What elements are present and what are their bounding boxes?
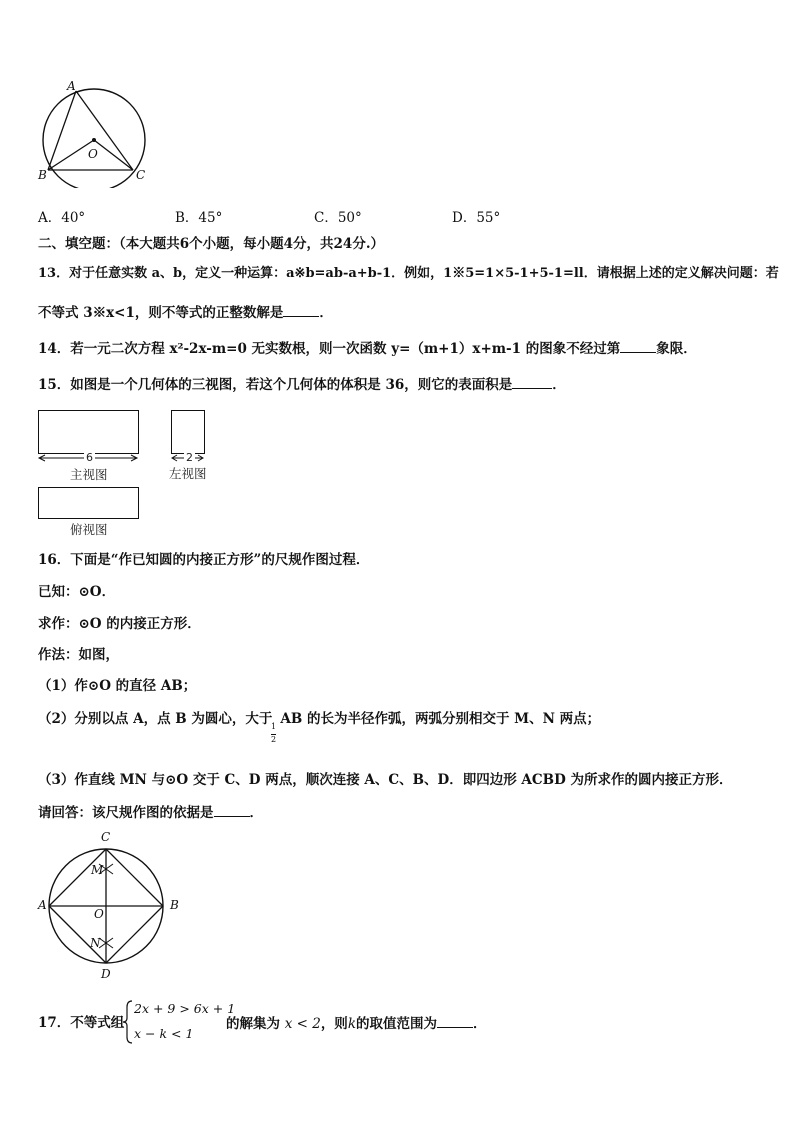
q16-intro: 16．下面是“作已知圆的内接正方形”的尺规作图过程．: [38, 552, 370, 568]
side-bd: [106, 906, 163, 963]
fig1-label-c: C: [136, 168, 146, 182]
q17-lead: 17．不等式组: [38, 1015, 125, 1031]
option-a: A．40°: [38, 210, 86, 226]
fig2-label-a: A: [38, 898, 47, 912]
q16-ask: 求作：⊙O 的内接正方形．: [38, 616, 201, 632]
q13-line1: 13．对于任意实数 a、b，定义一种运算：a※b=ab-a+b-1．例如，1※5=1×5-1+5-1=ll．请根据上述的定义解决问题：若: [38, 266, 779, 281]
option-d: D．55°: [452, 210, 501, 226]
fig2-label-n: N: [90, 936, 101, 950]
top-view: [38, 487, 139, 519]
section-heading: 二、填空题：（本大题共6个小题，每小题4分，共24分.）: [38, 236, 385, 252]
q15-text: 15．如图是一个几何体的三视图，若这个几何体的体积是 36，则它的表面积是: [38, 377, 513, 393]
option-c: C．50°: [314, 210, 362, 226]
top-view-label: 俯视图: [70, 522, 108, 537]
q17-end: ．: [473, 1016, 487, 1032]
q16-step2: [38, 709, 600, 729]
q16-step3: （3）作直线 MN 与⊙O 交于 C、D 两点，顺次连接 A、C、B、D．即四边形 ACBD 为所求作的圆内接正方形．: [38, 772, 733, 788]
front-view: [38, 410, 139, 454]
q15-answer-blank: [512, 374, 552, 389]
q17-inequality-1: 2x + 9 > 6x + 1: [134, 1001, 236, 1016]
q17-inequality-2: x − k < 1: [134, 1026, 194, 1041]
q13-answer-blank: [283, 302, 319, 317]
fig2-label-m: M: [91, 863, 104, 877]
fig2-label-c: C: [101, 830, 111, 844]
q16-answer: [38, 802, 263, 823]
left-view: [171, 410, 205, 454]
fig2-label-b: B: [170, 898, 179, 912]
side-ac: [49, 849, 106, 906]
center-point: [92, 138, 96, 142]
q14-text: 14．若一元二次方程 x²-2x-m=0 无实数根，则一次函数 y=（m+1）x+m-1 的图象不经过第: [38, 341, 621, 357]
q13-line2-text: 不等式 3※x<1，则不等式的正整数解是: [38, 305, 284, 321]
half-fraction-den: 2: [271, 735, 277, 744]
q16-step2-rest: AB 的长为半径作弧，两弧分别相交于 M、N 两点；: [280, 711, 601, 727]
front-view-label: 主视图: [70, 467, 108, 482]
q13-line2-end: ．: [319, 305, 333, 321]
fig2-label-d: D: [101, 967, 111, 981]
segment-ab: [48, 91, 76, 170]
segment-oc: [94, 140, 133, 170]
q17-solution: x < 2: [284, 1016, 321, 1032]
left-view-label: 左视图: [169, 466, 207, 481]
segment-ac: [76, 91, 133, 170]
side-cb: [106, 849, 163, 906]
option-b: B．45°: [175, 210, 223, 226]
fig1-label-b: B: [38, 168, 47, 182]
system-brace: [122, 999, 134, 1045]
q17-post: 的取值范围为: [356, 1016, 437, 1032]
q15-line: [38, 374, 566, 395]
fig1-label-a: A: [67, 79, 76, 93]
q13-line2: [38, 302, 333, 323]
left-dim-label: 2: [186, 451, 193, 464]
q16-answer-end: ．: [249, 805, 263, 821]
q16-step1: （1）作⊙O 的直径 AB；: [38, 678, 197, 694]
inscribed-square-figure: [36, 832, 186, 982]
q16-answer-text: 请回答：该尺规作图的依据是: [38, 805, 214, 821]
q16-answer-blank: [214, 802, 250, 817]
q17-mid: 的解集为: [226, 1016, 280, 1032]
q17-answer-blank: [437, 1013, 473, 1028]
q17-k: k: [347, 1016, 356, 1032]
q17-mid2: ，则: [320, 1016, 348, 1032]
front-dim-label: 6: [86, 451, 93, 464]
fig1-label-o: O: [88, 147, 98, 161]
q14-end: 象限．: [656, 341, 697, 357]
half-fraction-num: 1: [271, 722, 277, 731]
q16-step2-text: （2）分别以点 A，点 B 为圆心，大于: [38, 711, 273, 727]
q14-answer-blank: [620, 338, 656, 353]
q16-method: 作法：如图，: [38, 647, 119, 663]
fig2-label-o: O: [94, 907, 104, 921]
q15-end: ．: [552, 377, 566, 393]
q17-rest: [226, 1013, 487, 1034]
q16-known: 已知：⊙O．: [38, 584, 116, 600]
q14-line: [38, 338, 697, 359]
